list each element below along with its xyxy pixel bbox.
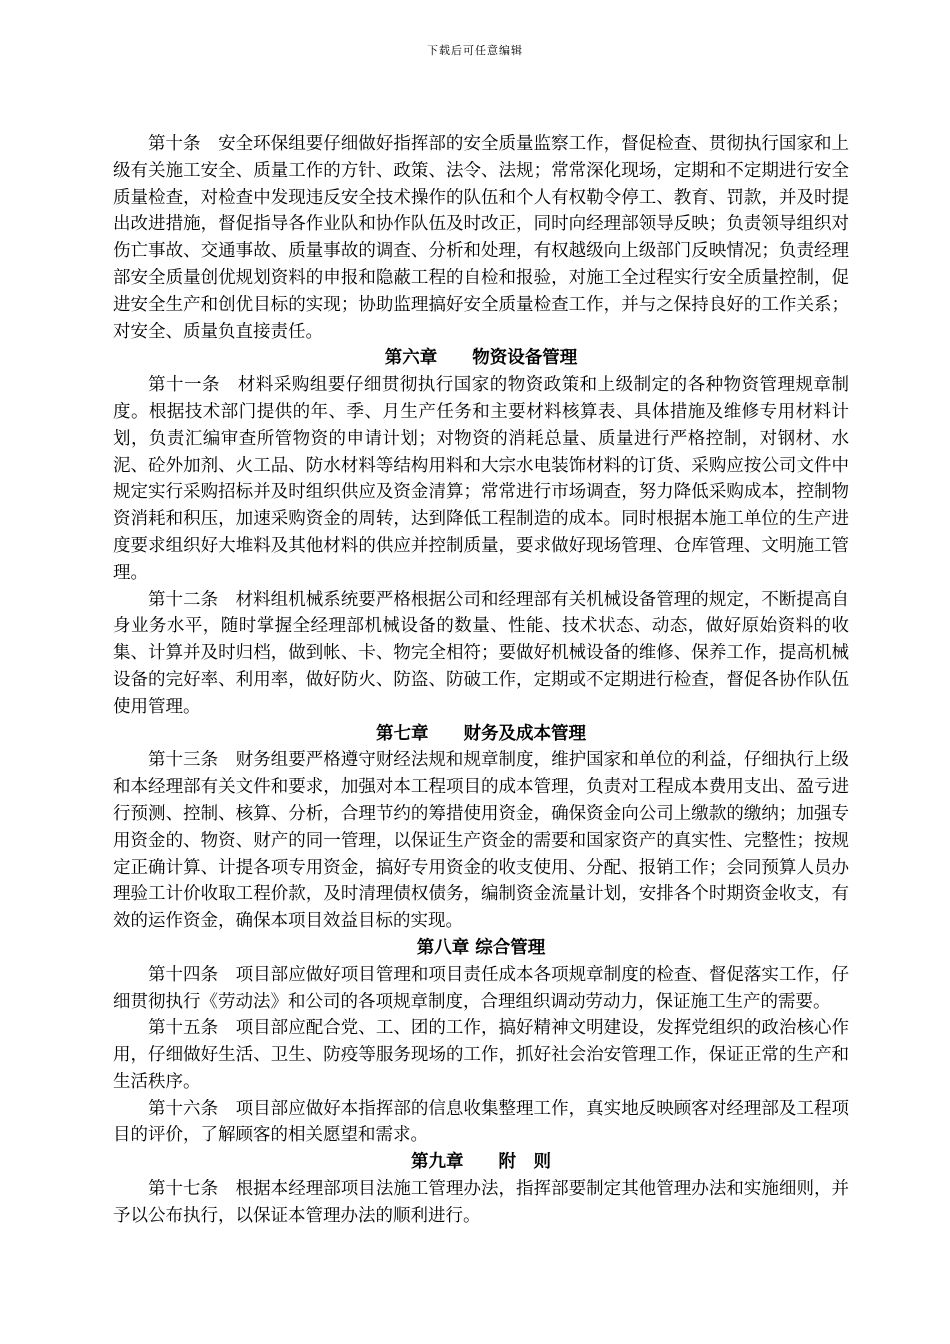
article-11: 第十一条 材料采购组要仔细贯彻执行国家的物资政策和上级制定的各种物资管理规章制度。根据技术部门提供的年、季、月生产任务和主要材料核算表、具体措施及维修专用材料计划，负责汇编审查所管物资的申请计划；对物资的消耗总量、质量进行严格控制，对钢材、水泥、砼外加剂、火工品、防水材料等结构用料和大宗水电装饰材料的订货、采购应按公司文件中规定实行采购招标并及时组织供应及资金清算；常常进行市场调查，努力降低采购成本，控制物资消耗和积压，加速采购资金的周转，达到降低工程制造的成本。同时根据本施工单位的生产进度要求组织好大堆料及其他材料的供应并控制质量，要求做好现场管理、仓库管理、文明施工管理。 xyxy=(113,375,849,583)
article-17: 第十七条 根据本经理部项目法施工管理办法，指挥部要制定其他管理办法和实施细则，并予以公布执行，以保证本管理办法的顺利进行。 xyxy=(113,1179,849,1226)
article-16: 第十六条 项目部应做好本指挥部的信息收集整理工作，真实地反映顾客对经理部及工程项目的评价，了解顾客的相关愿望和需求。 xyxy=(113,1098,849,1146)
document-body xyxy=(113,131,849,1230)
chapter-9-heading: 第九章 附 则 xyxy=(411,1152,551,1173)
article-12: 第十二条 材料组机械系统要严格根据公司和经理部有关机械设备管理的规定，不断提高自身业务水平，随时掌握全经理部机械设备的数量、性能、技术状态、动态，做好原始资料的收集、计算并及时归档，做到帐、卡、物完全相符；要做好机械设备的维修、保养工作，提高机械设备的完好率、利用率，做好防火、防盗、防破工作，定期或不定期进行检查，督促各协作队伍使用管理。 xyxy=(113,589,849,717)
chapter-6-heading: 第六章 物资设备管理 xyxy=(384,348,578,369)
article-13: 第十三条 财务组要严格遵守财经法规和规章制度，维护国家和单位的利益，仔细执行上级和本经理部有关文件和要求，加强对本工程项目的成本管理，负责对工程成本费用支出、盈亏进行预测、控制、核算、分析，合理节约的筹措使用资金，确保资金向公司上缴款的缴纳；加强专用资金的、物资、财产的同一管理，以保证生产资金的需要和国家资产的真实性、完整性；按规定正确计算、计提各项专用资金，搞好专用资金的收支使用、分配、报销工作；会同预算人员办理验工计价收取工程价款，及时清理债权债务，编制资金流量计划，安排各个时期资金收支，有效的运作资金，确保本项目效益目标的实现。 xyxy=(113,750,849,932)
article-15: 第十五条 项目部应配合党、工、团的工作，搞好精神文明建设，发挥党组织的政治核心作用，仔细做好生活、卫生、防疫等服务现场的工作，抓好社会治安管理工作，保证正常的生产和生活秩序。 xyxy=(113,1018,849,1092)
article-10: 第十条 安全环保组要仔细做好指挥部的安全质量监察工作，督促检查、贯彻执行国家和上级有关施工安全、质量工作的方针、政策、法令、法规；常常深化现场，定期和不定期进行安全质量检查，对检查中发现违反安全技术操作的队伍和个人有权勒令停工、教育、罚款，并及时提出改进措施，督促指导各作业队和协作队伍及时改正，同时向经理部领导反映；负责领导组织对伤亡事故、交通事故、质量事故的调查、分析和处理，有权越级向上级部门反映情况；负责经理部安全质量创优规划资料的申报和隐蔽工程的自检和报验，对施工全过程实行安全质量控制，促进安全生产和创优目标的实现；协助监理搞好安全质量检查工作，并与之保持良好的工作关系；对安全、质量负直接责任。 xyxy=(113,134,849,342)
chapter-7-heading: 第七章 财务及成本管理 xyxy=(376,723,586,744)
chapter-8-heading: 第八章 综合管理 xyxy=(416,937,546,958)
page-header-note: 下载后可任意编辑 xyxy=(427,44,523,57)
article-14: 第十四条 项目部应做好项目管理和项目责任成本各项规章制度的检查、督促落实工作，仔细贯彻执行《劳动法》和公司的各项规章制度，合理组织调动劳动力，保证施工生产的需要。 xyxy=(113,964,849,1012)
